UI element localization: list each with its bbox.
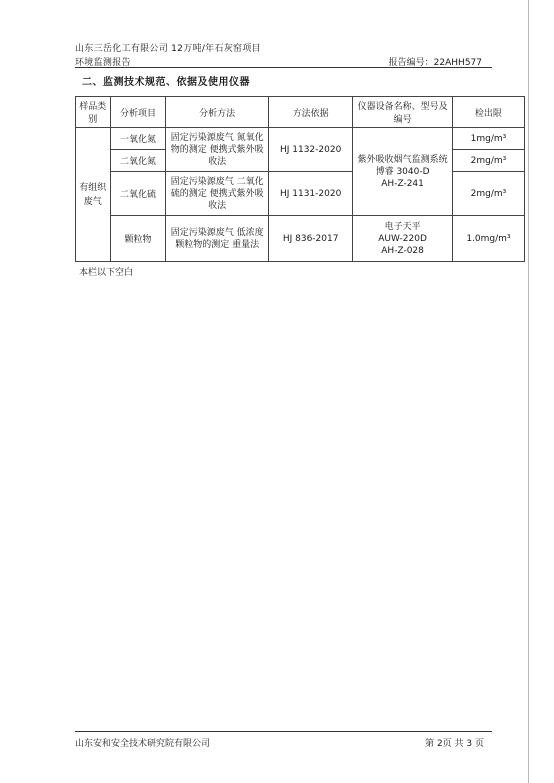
standard-cell: HJ 836-2017 [268,216,352,262]
limit-cell: 2mg/m³ [452,172,524,216]
section-title: 二、监测技术规范、依据及使用仪器 [82,77,250,88]
table-row [76,172,525,216]
col-header-instrument: 仪器设备名称、型号及编号 [353,97,453,128]
header-company-project: 山东三岳化工有限公司 12万吨/年石灰窑项目 [75,44,261,54]
col-header-standard: 方法依据 [268,97,352,128]
header-report-type: 环境监测报告 [75,58,131,68]
item-cell: 二氧化硫 [110,172,166,216]
col-header-item: 分析项目 [110,97,166,128]
instrument-cell: 电子天平 AUW-220D AH-Z-028 [353,216,453,262]
standard-cell: HJ 1131-2020 [268,172,352,216]
footer-company: 山东安和安全技术研究院有限公司 [75,739,211,749]
item-cell: 一氧化氮 [110,128,166,150]
method-cell: 固定污染源废气 低浓度颗粒物的测定 重量法 [166,216,269,262]
table-header-row [76,97,525,128]
footer-rule [75,731,492,732]
standard-cell: HJ 1132-2020 [268,128,352,172]
limit-cell: 1.0mg/m³ [452,216,524,262]
category-cell: 有组织废气 [76,128,111,262]
blank-below-note: 本栏以下空白 [79,268,134,278]
item-cell: 颗粒物 [110,216,166,262]
limit-cell: 2mg/m³ [452,150,524,172]
footer-page-number: 第 2页 共 3 页 [425,739,484,749]
table-row [76,216,525,262]
instrument-cell: 紫外吸收烟气监测系统 博睿 3040-D AH-Z-241 [353,128,453,216]
scan-edge-line [528,0,529,783]
col-header-limit: 检出限 [452,97,524,128]
col-header-category: 样品类别 [76,97,111,128]
limit-cell: 1mg/m³ [452,128,524,150]
item-cell: 二氧化氮 [110,150,166,172]
header-report-number: 报告编号：22AHH577 [388,58,482,68]
spec-table [75,96,525,262]
table-row [76,128,525,150]
col-header-method: 分析方法 [166,97,269,128]
header-rule [75,67,492,68]
method-cell: 固定污染源废气 氮氧化物的测定 便携式紫外吸收法 [166,128,269,172]
method-cell: 固定污染源废气 二氧化硫的测定 便携式紫外吸收法 [166,172,269,216]
